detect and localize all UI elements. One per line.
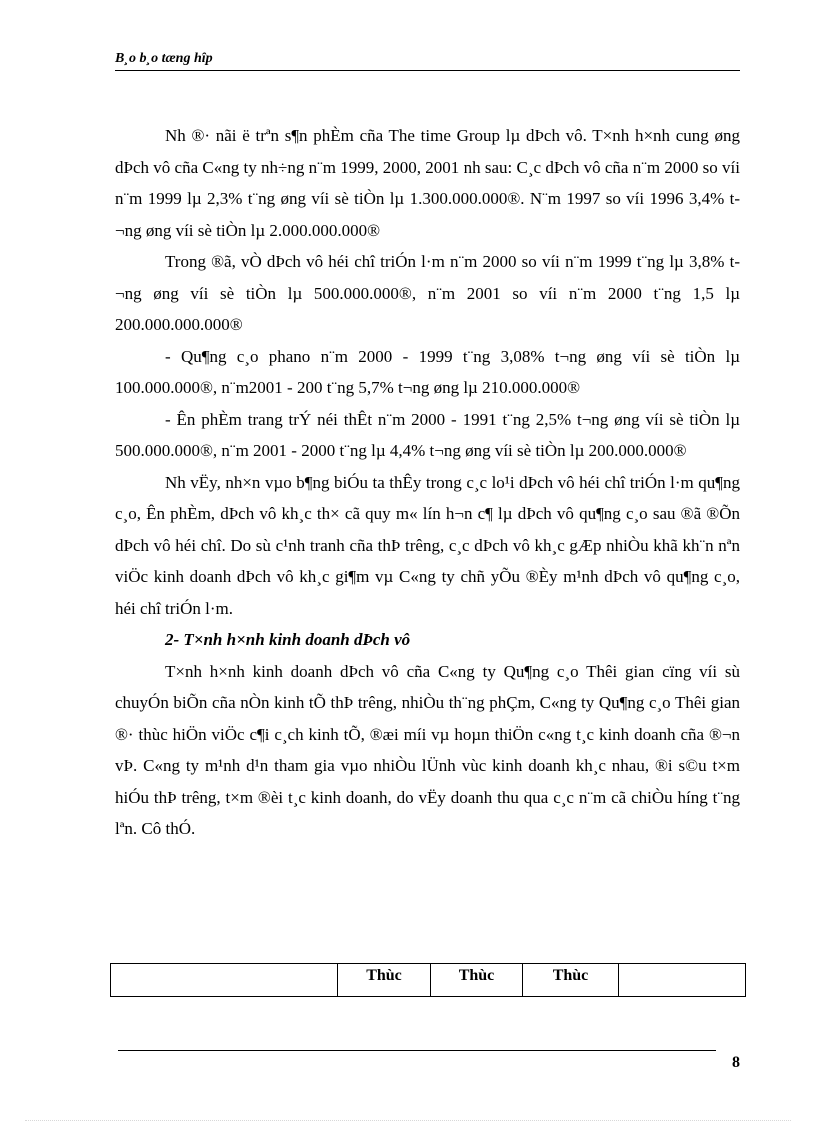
table-cell [111, 964, 338, 997]
page-number: 8 [732, 1054, 740, 1071]
paragraph: Nh vËy, nh×n vµo b¶ng biÓu ta thÊy trong c¸c lo¹i dÞch vô héi chî triÓn l·m qu¶ng c¸o, Ên phÈm, dÞch vô kh¸c th× cã quy m« lín h¬n c¶ lµ dÞch vô qu¶ng c¸o sau ®ã ®Õn dÞch vô héi chî. Do sù c¹nh tranh cña thÞ trêng, c¸c dÞch vô kh¸c gÆp nhiÒu khã kh¨n nªn viÖc kinh doanh dÞch vô kh¸c gi¶m vµ C«ng ty chñ yÕu ®Èy m¹nh dÞch vô qu¶ng c¸o, héi chî triÓn l·m. [115, 472, 740, 618]
page-header [115, 50, 740, 71]
revenue-table [110, 963, 746, 997]
paragraph: Trong ®ã, vÒ dÞch vô héi chî triÓn l·m n¨m 2000 so víi n¨m 1999 t¨ng lµ 3,8% t¬ng øng víi sè tiÒn lµ 500.000.000®, n¨m 2001 so víi n¨m 2000 t¨ng 1,5 lµ 200.000.000.000® [115, 252, 740, 334]
document-body [115, 120, 740, 845]
paragraph: - Qu¶ng c¸o phano n¨m 2000 - 1999 t¨ng 3,08% t¬ng øng víi sè tiÒn lµ 100.000.000®, n¨m2001 - 200 t¨ng 5,7% t¬ng øng lµ 210.000.000® [115, 346, 740, 397]
section-heading: 2- T×nh h×nh kinh doanh dÞch vô [165, 630, 411, 649]
table-header-row [111, 964, 746, 997]
table-cell [619, 964, 746, 997]
paragraph: - Ên phÈm trang trÝ néi thÊt n¨m 2000 - 1991 t¨ng 2,5% t¬ng øng víi sè tiÒn lµ 500.000.000®, n¨m 2001 - 2000 t¨ng lµ 4,4% t¬ng øng víi sè tiÒn lµ 200.000.000® [115, 409, 740, 460]
paragraph: T×nh h×nh kinh doanh dÞch vô cña C«ng ty Qu¶ng c¸o Thêi gian cïng víi sù chuyÓn biÕn cña nÒn kinh tÕ thÞ trêng, nhiÒu th¨ng phÇm, C«ng ty Qu¶ng c¸o Thêi gian ®· thùc hiÖn viÖc c¶i c¸ch kinh tÕ, ®æi míi vµ hoµn thiÖn c«ng t¸c kinh doanh cña ®¬n vÞ. C«ng ty m¹nh d¹n tham gia vµo nhiÒu lÜnh vùc kinh doanh kh¸c nhau, ®i s©u t×m hiÓu thÞ trêng, t×m ®èi t¸c kinh doanh, do vËy doanh thu qua c¸c n¨m cã chiÒu híng t¨ng lªn. Cô thÓ. [115, 661, 740, 838]
header-title: B¸o b¸o tæng hîp [115, 51, 213, 66]
table-cell: Thùc [523, 964, 619, 997]
page-edge [25, 1120, 791, 1121]
table-cell: Thùc [338, 964, 431, 997]
footer-divider [118, 1050, 716, 1051]
paragraph: Nh ®· nãi ë trªn s¶n phÈm cña The time Group lµ dÞch vô. T×nh h×nh cung øng dÞch vô cña C«ng ty nh÷ng n¨m 1999, 2000, 2001 nh sau: C¸c dÞch vô cña n¨m 2000 so víi n¨m 1999 lµ 2,3% t¨ng øng víi sè tiÒn lµ 1.300.000.000®. N¨m 1997 so víi 1996 3,4% t¬ng øng víi sè tiÒn lµ 2.000.000.000® [115, 126, 740, 240]
table-cell: Thùc [431, 964, 523, 997]
